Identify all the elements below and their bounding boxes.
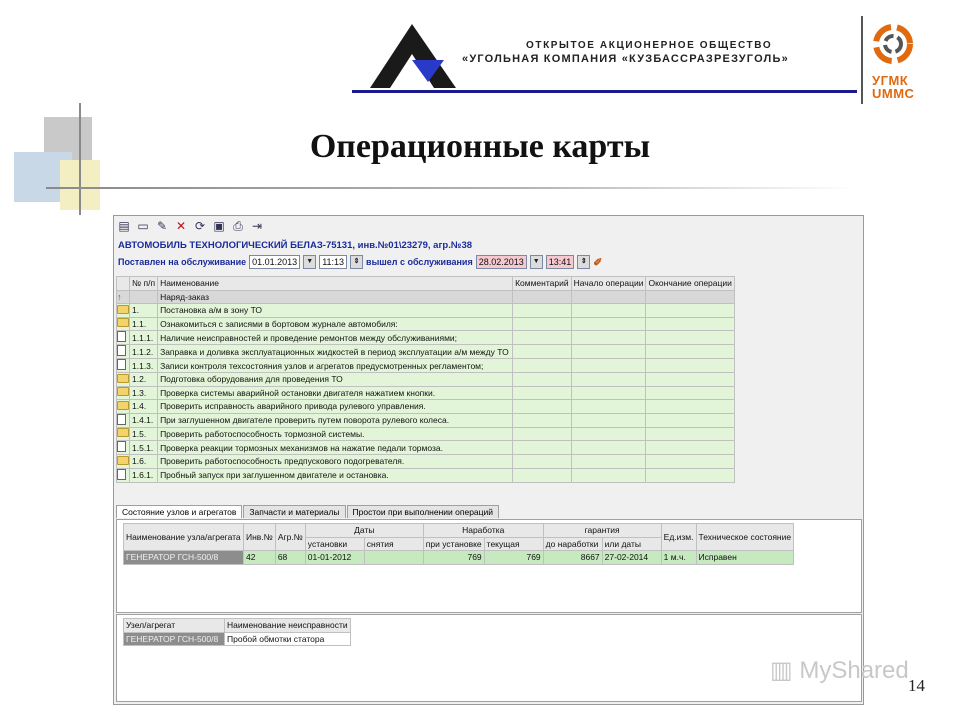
operation-start[interactable] [571, 304, 646, 318]
logo-divider [861, 16, 863, 104]
refresh-icon[interactable]: ⟳ [194, 219, 206, 233]
operation-name: Постановка а/м в зону ТО [158, 304, 513, 318]
operation-end[interactable] [646, 345, 734, 359]
operation-num: 1.1.2. [130, 345, 158, 359]
units-col-inv[interactable]: Инв.№ [244, 524, 276, 551]
document-icon[interactable] [117, 345, 130, 359]
units-group-warranty: гарантия [543, 524, 661, 538]
operations-header [117, 277, 735, 291]
units-col-name[interactable]: Наименование узла/агрегата [124, 524, 244, 551]
operation-name: Ознакомиться с записями в бортовом журнале автомобиля: [158, 317, 513, 331]
units-table [123, 523, 794, 565]
operation-start[interactable] [571, 373, 646, 387]
units-col-installed[interactable]: установки [305, 537, 364, 551]
unit-state: Исправен [696, 551, 794, 565]
units-row[interactable] [124, 551, 794, 565]
title-underline [46, 187, 856, 189]
header-name[interactable]: Наименование [158, 277, 513, 291]
operation-start[interactable] [571, 455, 646, 469]
units-col-agr[interactable]: Агр.№ [275, 524, 305, 551]
operation-num: 1.4.1. [130, 413, 158, 427]
document-icon[interactable] [117, 441, 130, 455]
unit-installed: 01-01-2012 [305, 551, 364, 565]
ugmk-logo-text [872, 74, 914, 100]
operation-end[interactable] [646, 331, 734, 345]
folder-icon[interactable] [117, 455, 130, 469]
start-date-field[interactable]: 01.01.2013 [249, 255, 300, 269]
vehicle-title: АВТОМОБИЛЬ ТЕХНОЛОГИЧЕСКИЙ БЕЛАЗ-75131, инв.№01\23279, агр.№38 [118, 240, 473, 251]
operation-row[interactable] [117, 386, 735, 400]
company-line-2: «УГОЛЬНАЯ КОМПАНИЯ «КУЗБАССРАЗРЕЗУГОЛЬ» [462, 53, 789, 65]
operation-start[interactable] [571, 345, 646, 359]
faults-panel [116, 614, 862, 702]
operation-row[interactable] [117, 468, 735, 482]
ugmk-swirl-logo [872, 20, 914, 68]
end-time-field[interactable]: 13:41 [546, 255, 575, 269]
operation-start[interactable] [571, 317, 646, 331]
operation-comment[interactable] [513, 455, 572, 469]
header-end[interactable]: Окончание операции [646, 277, 734, 291]
delete-icon[interactable]: ✕ [175, 219, 187, 233]
operation-name: Проверить работоспособность предпускового подогревателя. [158, 455, 513, 469]
tab-parts[interactable]: Запчасти и материалы [243, 505, 345, 518]
faults-row[interactable] [124, 632, 351, 646]
unit-measure: 1 м.ч. [661, 551, 696, 565]
operation-row[interactable] [117, 331, 735, 345]
units-col-until-runtime[interactable]: до наработки [543, 537, 602, 551]
operation-num: 1.6.1. [130, 468, 158, 482]
operation-comment[interactable] [513, 304, 572, 318]
operations-table [116, 276, 735, 483]
start-label: Поставлен на обслуживание [118, 257, 247, 267]
operation-row[interactable] [117, 400, 735, 414]
operation-name: Проверить работоспособность тормозной системы. [158, 427, 513, 441]
folder-icon[interactable] [117, 427, 130, 441]
operation-start[interactable] [571, 400, 646, 414]
exit-icon[interactable]: ⇥ [251, 219, 263, 233]
fault-name: Пробой обмотки статора [225, 632, 351, 646]
units-group-runtime: Наработка [423, 524, 543, 538]
up-arrow-icon[interactable]: ↑ [117, 290, 130, 304]
operation-comment[interactable] [513, 331, 572, 345]
units-group-header [124, 524, 794, 538]
folder-icon[interactable] [117, 304, 130, 318]
folder-icon[interactable] [117, 400, 130, 414]
faults-col-unit[interactable]: Узел/агрегат [124, 619, 225, 633]
operation-row[interactable] [117, 317, 735, 331]
operation-row[interactable] [117, 373, 735, 387]
unit-name: ГЕНЕРАТОР ГСН-500/8 [124, 551, 244, 565]
clear-icon[interactable]: ✐ [593, 256, 603, 269]
operation-end[interactable] [646, 413, 734, 427]
unit-warranty-runtime: 8667 [543, 551, 602, 565]
operation-start[interactable] [571, 386, 646, 400]
operation-name: Наличие неисправностей и проведение ремонтов между обслуживаниями; [158, 331, 513, 345]
start-time-stepper[interactable]: ⇕ [350, 255, 363, 269]
header-rule [352, 90, 857, 93]
company-triangle-logo [360, 20, 460, 92]
operation-comment[interactable] [513, 413, 572, 427]
operation-end[interactable] [646, 359, 734, 373]
end-date-dropdown[interactable]: ▼ [530, 255, 543, 269]
operation-comment[interactable] [513, 441, 572, 455]
operation-end[interactable] [646, 373, 734, 387]
operation-num: 1.4. [130, 400, 158, 414]
operation-name: Подготовка оборудования для проведения ТО [158, 373, 513, 387]
operation-comment[interactable] [513, 317, 572, 331]
operation-row[interactable] [117, 359, 735, 373]
units-col-removed[interactable]: снятия [364, 537, 423, 551]
operation-comment[interactable] [513, 345, 572, 359]
watermark: ▥ MyShared [770, 657, 909, 684]
operation-name: Пробный запуск при заглушенном двигателе и остановка. [158, 468, 513, 482]
folder-icon[interactable] [117, 317, 130, 331]
operation-end[interactable] [646, 468, 734, 482]
print-icon[interactable]: ⎙ [233, 218, 243, 233]
units-panel [116, 519, 862, 613]
end-date-field[interactable]: 28.02.2013 [476, 255, 527, 269]
operation-start[interactable] [571, 441, 646, 455]
operation-num: 1.1. [130, 317, 158, 331]
open-folder-icon[interactable]: ▭ [137, 219, 149, 233]
operation-end[interactable] [646, 317, 734, 331]
unit-runtime-current: 769 [484, 551, 543, 565]
operation-start[interactable] [571, 427, 646, 441]
header-comment[interactable]: Комментарий [513, 277, 572, 291]
service-period-row [118, 255, 603, 269]
document-icon[interactable] [117, 468, 130, 482]
operation-row[interactable] [117, 455, 735, 469]
ugmk-logo-line1: УГМК [872, 73, 909, 88]
operation-start[interactable] [571, 468, 646, 482]
unit-warranty-date: 27-02-2014 [602, 551, 661, 565]
unit-runtime-install: 769 [423, 551, 484, 565]
operation-end[interactable] [646, 427, 734, 441]
operation-name: При заглушенном двигателе проверить путем поворота рулевого колеса. [158, 413, 513, 427]
start-date-dropdown[interactable]: ▼ [303, 255, 316, 269]
operation-row[interactable] [117, 345, 735, 359]
toolbar [116, 218, 265, 236]
units-group-dates: Даты [305, 524, 423, 538]
end-time-stepper[interactable]: ⇕ [577, 255, 590, 269]
operation-num: 1.2. [130, 373, 158, 387]
operation-num: 1.3. [130, 386, 158, 400]
units-col-at-install[interactable]: при установке [423, 537, 484, 551]
company-line-1: ОТКРЫТОЕ АКЦИОНЕРНОЕ ОБЩЕСТВО [526, 40, 773, 51]
ugmk-logo-line2: UMMC [872, 86, 915, 101]
document-icon[interactable] [117, 413, 130, 427]
operation-name: Заправка и доливка эксплуатационных жидкостей в период эксплуатации а/м между ТО [158, 345, 513, 359]
operation-comment[interactable] [513, 386, 572, 400]
unit-inv: 42 [244, 551, 276, 565]
faults-table [123, 618, 351, 646]
operation-num: 1.1.3. [130, 359, 158, 373]
units-col-or-date[interactable]: или даты [602, 537, 661, 551]
operation-row[interactable] [117, 304, 735, 318]
watermark-text: MyShared [799, 657, 909, 684]
detail-tabs [116, 505, 500, 518]
units-col-current[interactable]: текущая [484, 537, 543, 551]
fault-unit: ГЕНЕРАТОР ГСН-500/8 [124, 632, 225, 646]
operation-num: 1.6. [130, 455, 158, 469]
operation-num: 1.5.1. [130, 441, 158, 455]
operation-name: Записи контроля техсостояния узлов и агрегатов предусмотренных регламентом; [158, 359, 513, 373]
new-doc-icon[interactable]: ▤ [118, 219, 130, 233]
app-window [113, 215, 864, 705]
header-num[interactable]: № п/п [130, 277, 158, 291]
operation-num: 1. [130, 304, 158, 318]
operation-end[interactable] [646, 455, 734, 469]
root-label: Наряд-заказ [158, 290, 513, 304]
document-icon[interactable] [117, 359, 130, 373]
tab-units-state[interactable]: Состояние узлов и агрегатов [116, 505, 242, 518]
root-row[interactable] [117, 290, 735, 304]
unit-removed [364, 551, 423, 565]
operation-end[interactable] [646, 441, 734, 455]
operation-start[interactable] [571, 413, 646, 427]
operation-row[interactable] [117, 413, 735, 427]
unit-agr: 68 [275, 551, 305, 565]
operation-name: Проверка системы аварийной остановки двигателя нажатием кнопки. [158, 386, 513, 400]
edit-icon[interactable]: ✎ [156, 219, 168, 233]
operation-row[interactable] [117, 441, 735, 455]
operation-num: 1.5. [130, 427, 158, 441]
units-col-state[interactable]: Техническое состояние [696, 524, 794, 551]
operation-start[interactable] [571, 359, 646, 373]
operation-num: 1.1.1. [130, 331, 158, 345]
operation-comment[interactable] [513, 427, 572, 441]
operation-start[interactable] [571, 331, 646, 345]
start-time-field[interactable]: 11:13 [319, 255, 347, 269]
operation-row[interactable] [117, 427, 735, 441]
operation-comment[interactable] [513, 359, 572, 373]
operation-comment[interactable] [513, 373, 572, 387]
operation-end[interactable] [646, 386, 734, 400]
operation-comment[interactable] [513, 468, 572, 482]
folder-icon[interactable] [117, 386, 130, 400]
save-icon[interactable]: ▣ [213, 219, 225, 233]
document-icon[interactable] [117, 331, 130, 345]
faults-col-fault[interactable]: Наименование неисправности [225, 619, 351, 633]
faults-header [124, 619, 351, 633]
end-label: вышел с обслуживания [366, 257, 473, 267]
page-title: Операционные карты [309, 128, 651, 165]
operation-name: Проверить исправность аварийного привода рулевого управления. [158, 400, 513, 414]
page-number: 14 [908, 676, 925, 695]
operation-end[interactable] [646, 400, 734, 414]
folder-icon[interactable] [117, 373, 130, 387]
header-icon-col [117, 277, 130, 291]
operation-end[interactable] [646, 304, 734, 318]
units-col-unit[interactable]: Ед.изм. [661, 524, 696, 551]
header-start[interactable]: Начало операции [571, 277, 646, 291]
operation-name: Проверка реакции тормозных механизмов на нажатие педали тормоза. [158, 441, 513, 455]
tab-downtime[interactable]: Простои при выполнении операций [347, 505, 499, 518]
operation-comment[interactable] [513, 400, 572, 414]
